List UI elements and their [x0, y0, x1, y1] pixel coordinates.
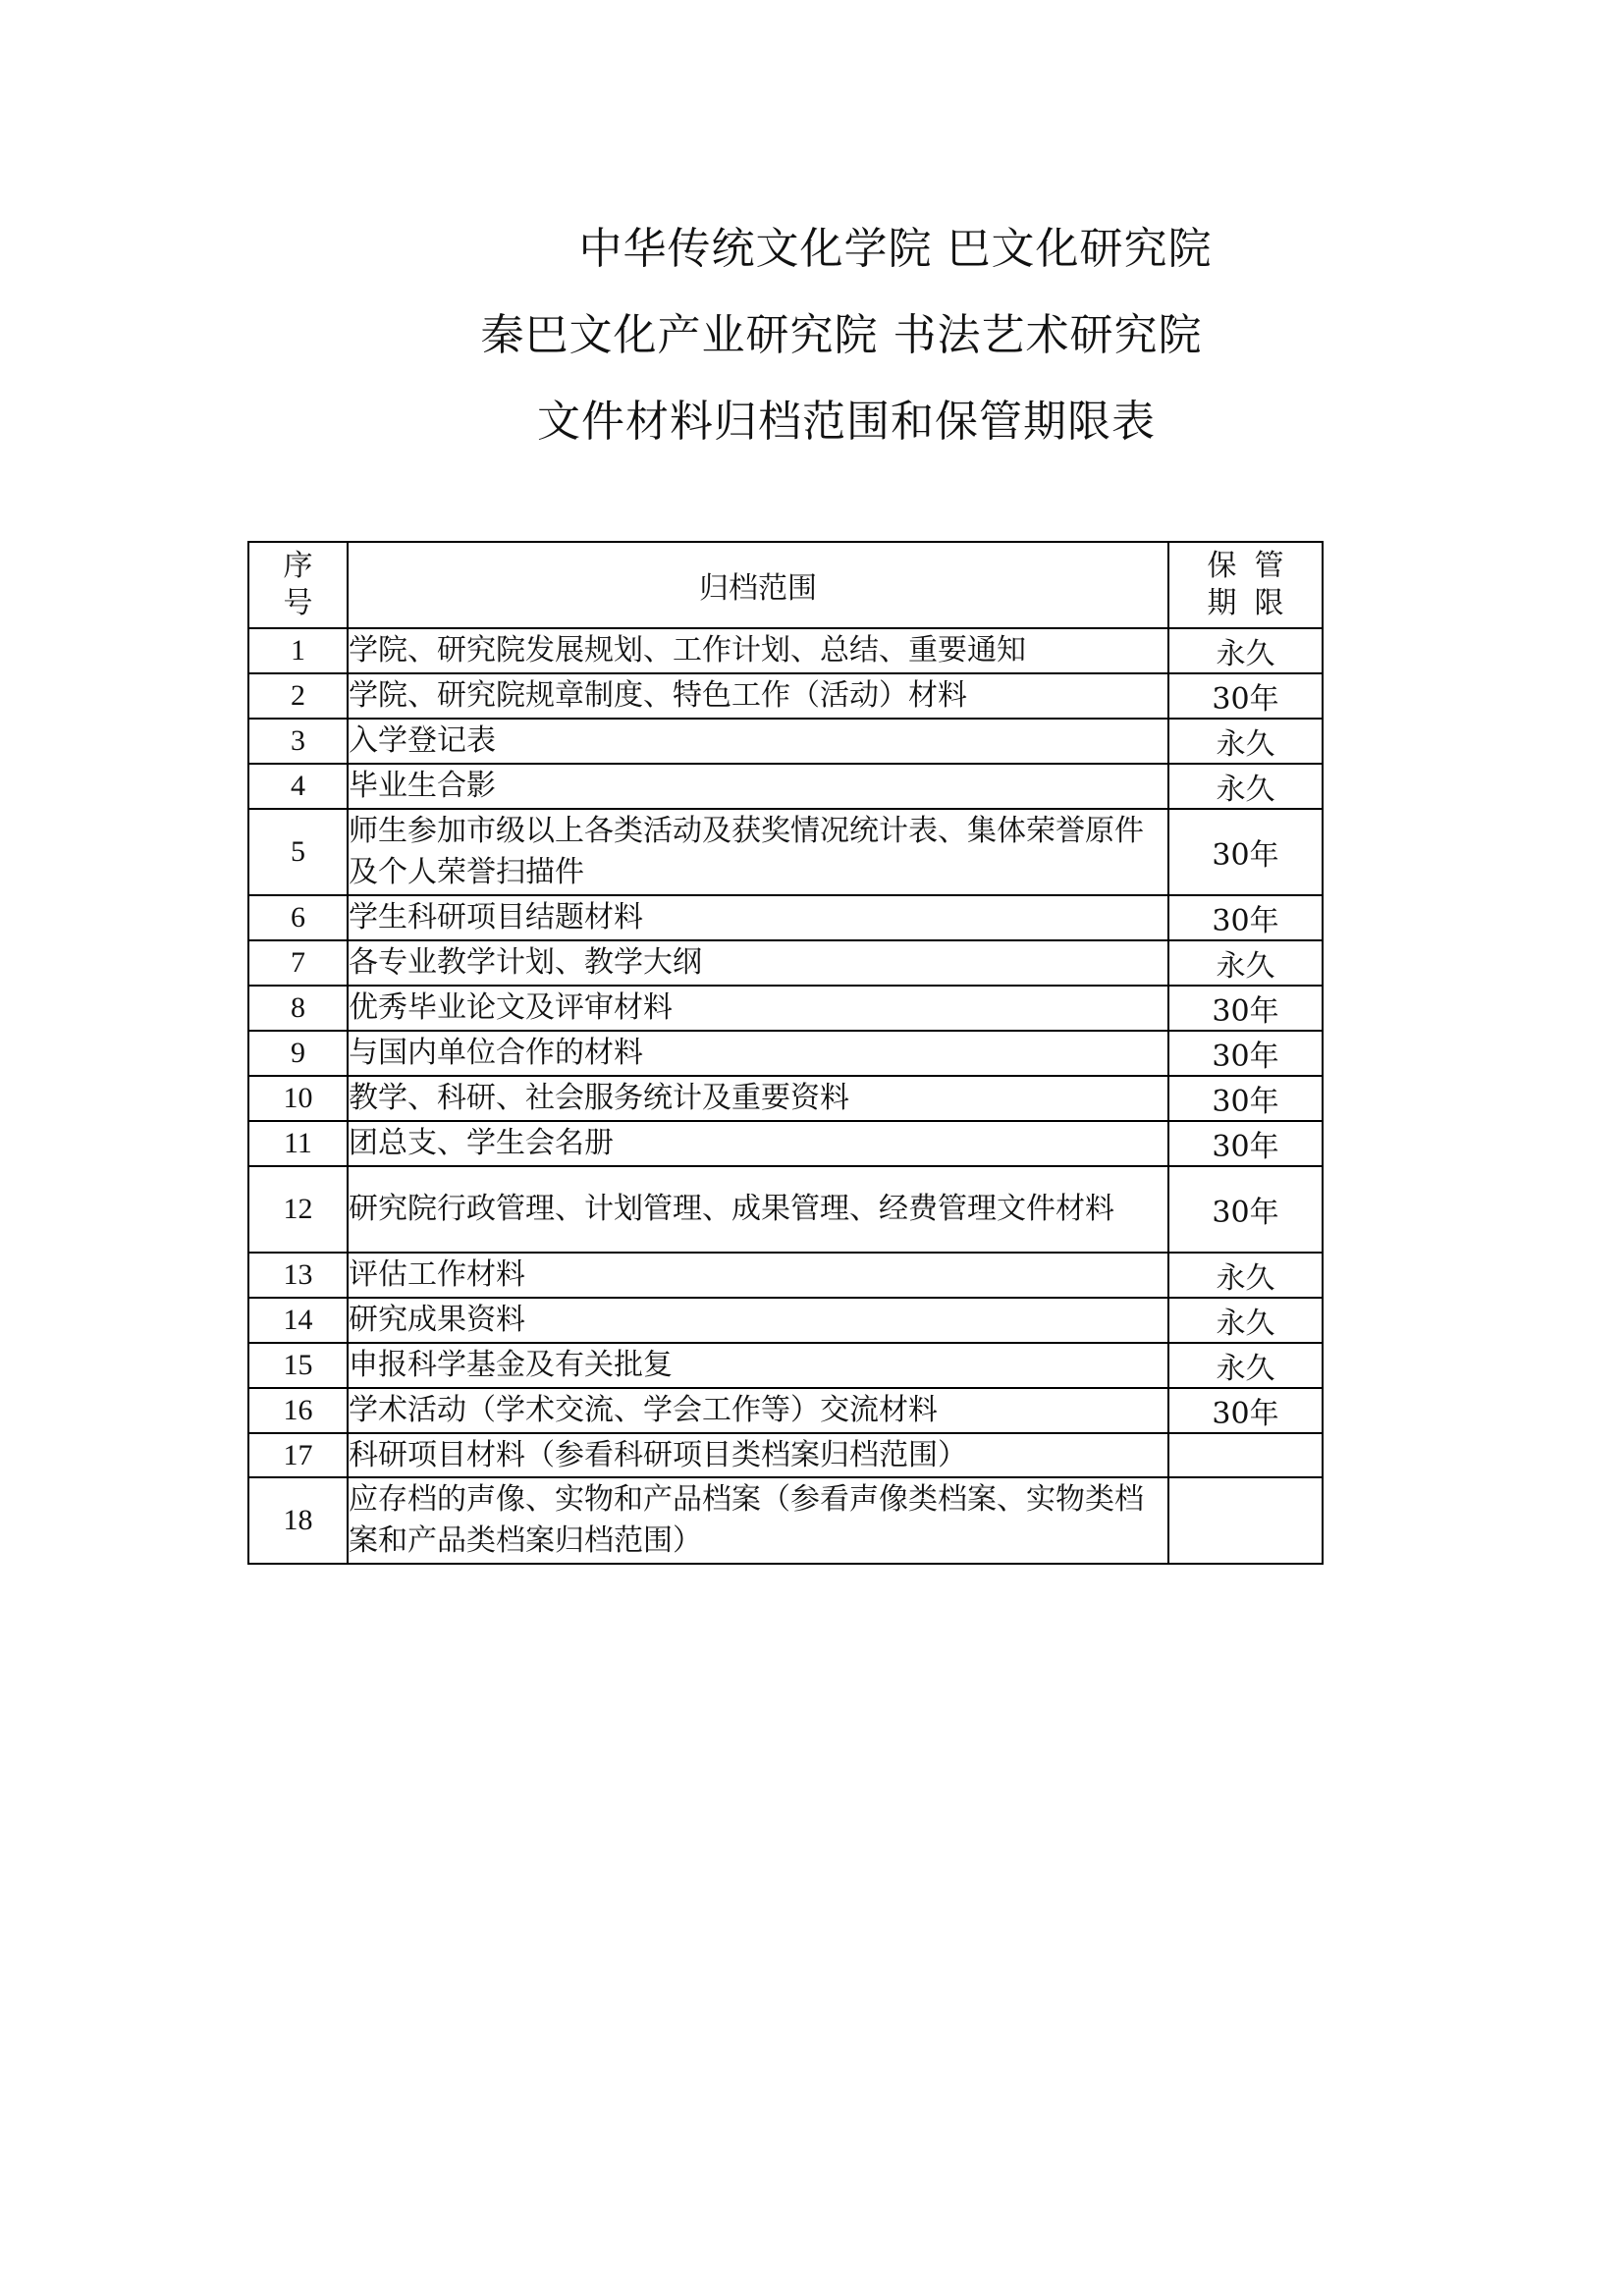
table-row — [248, 809, 1323, 895]
row-seq: 12 — [248, 1166, 348, 1253]
row-seq: 1 — [248, 628, 348, 673]
row-term: 30年 — [1168, 986, 1323, 1031]
table-row — [248, 1121, 1323, 1166]
table-row — [248, 986, 1323, 1031]
row-seq: 2 — [248, 673, 348, 719]
header-seq — [248, 542, 348, 628]
table-row — [248, 1166, 1323, 1253]
row-scope: 评估工作材料 — [348, 1253, 1168, 1298]
row-term: 30年 — [1168, 895, 1323, 940]
row-scope: 科研项目材料（参看科研项目类档案归档范围） — [348, 1433, 1168, 1477]
table-row — [248, 1388, 1323, 1433]
row-scope: 与国内单位合作的材料 — [348, 1031, 1168, 1076]
row-seq: 9 — [248, 1031, 348, 1076]
row-term: 30年 — [1168, 1031, 1323, 1076]
row-term: 30年 — [1168, 1388, 1323, 1433]
row-scope: 学院、研究院发展规划、工作计划、总结、重要通知 — [348, 628, 1168, 673]
table-row — [248, 1031, 1323, 1076]
row-scope: 学术活动（学术交流、学会工作等）交流材料 — [348, 1388, 1168, 1433]
row-seq: 17 — [248, 1433, 348, 1477]
title-line-2: 秦巴文化产业研究院 书法艺术研究院 — [480, 310, 1203, 360]
row-scope: 优秀毕业论文及评审材料 — [348, 986, 1168, 1031]
title-line-1: 中华传统文化学院 巴文化研究院 — [578, 224, 1213, 274]
header-term-line-2: 期限 — [1207, 586, 1302, 620]
header-seq-char-1: 序 — [283, 549, 313, 583]
archive-scope-table — [247, 541, 1324, 1565]
table-row — [248, 1477, 1323, 1564]
table-header-row — [248, 542, 1323, 628]
row-scope: 学生科研项目结题材料 — [348, 895, 1168, 940]
row-scope: 研究院行政管理、计划管理、成果管理、经费管理文件材料 — [348, 1166, 1168, 1253]
row-seq: 4 — [248, 764, 348, 809]
row-term: 30年 — [1168, 809, 1323, 895]
table-row — [248, 673, 1323, 719]
row-term: 永久 — [1168, 1298, 1323, 1343]
row-seq: 5 — [248, 809, 348, 895]
row-term — [1168, 1433, 1323, 1477]
header-seq-char-2: 号 — [283, 586, 313, 620]
table-row — [248, 719, 1323, 764]
table-row — [248, 1433, 1323, 1477]
row-seq: 10 — [248, 1076, 348, 1121]
row-seq: 13 — [248, 1253, 348, 1298]
table-row — [248, 1253, 1323, 1298]
table-row — [248, 628, 1323, 673]
row-scope: 应存档的声像、实物和产品档案（参看声像类档案、实物类档案和产品类档案归档范围） — [348, 1477, 1168, 1564]
document-title — [0, 206, 1624, 465]
row-term: 30年 — [1168, 1076, 1323, 1121]
header-term — [1168, 542, 1323, 628]
header-scope: 归档范围 — [348, 542, 1168, 628]
row-seq: 14 — [248, 1298, 348, 1343]
row-scope: 团总支、学生会名册 — [348, 1121, 1168, 1166]
table-row — [248, 1076, 1323, 1121]
row-term: 永久 — [1168, 628, 1323, 673]
row-scope: 入学登记表 — [348, 719, 1168, 764]
row-seq: 18 — [248, 1477, 348, 1564]
table-row — [248, 764, 1323, 809]
row-seq: 15 — [248, 1343, 348, 1388]
row-scope: 教学、科研、社会服务统计及重要资料 — [348, 1076, 1168, 1121]
row-seq: 11 — [248, 1121, 348, 1166]
table-row — [248, 1298, 1323, 1343]
title-line-3: 文件材料归档范围和保管期限表 — [537, 397, 1156, 447]
row-term: 永久 — [1168, 1253, 1323, 1298]
row-seq: 6 — [248, 895, 348, 940]
row-scope: 申报科学基金及有关批复 — [348, 1343, 1168, 1388]
table-row — [248, 895, 1323, 940]
row-term — [1168, 1477, 1323, 1564]
row-scope: 毕业生合影 — [348, 764, 1168, 809]
row-seq: 7 — [248, 940, 348, 986]
row-term: 永久 — [1168, 719, 1323, 764]
row-term: 30年 — [1168, 1121, 1323, 1166]
row-scope: 各专业教学计划、教学大纲 — [348, 940, 1168, 986]
row-seq: 3 — [248, 719, 348, 764]
row-term: 30年 — [1168, 673, 1323, 719]
row-scope: 师生参加市级以上各类活动及获奖情况统计表、集体荣誉原件及个人荣誉扫描件 — [348, 809, 1168, 895]
table-row — [248, 940, 1323, 986]
table-row — [248, 1343, 1323, 1388]
row-term: 永久 — [1168, 940, 1323, 986]
row-scope: 研究成果资料 — [348, 1298, 1168, 1343]
row-term: 30年 — [1168, 1166, 1323, 1253]
row-scope: 学院、研究院规章制度、特色工作（活动）材料 — [348, 673, 1168, 719]
row-seq: 8 — [248, 986, 348, 1031]
row-term: 永久 — [1168, 764, 1323, 809]
row-seq: 16 — [248, 1388, 348, 1433]
header-term-line-1: 保管 — [1207, 549, 1302, 583]
row-term: 永久 — [1168, 1343, 1323, 1388]
